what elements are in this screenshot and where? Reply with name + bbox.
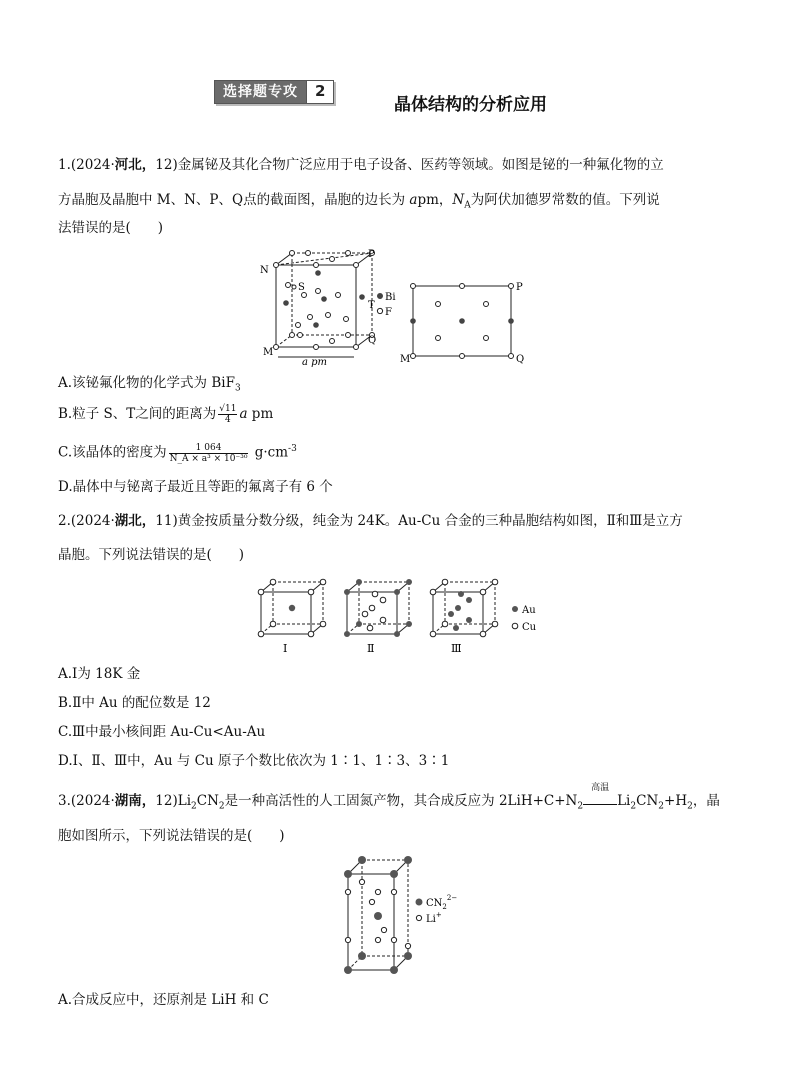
q2-line-2: 晶胞。下列说法错误的是( ) <box>58 547 245 563</box>
q1-option-a: A.该铋氟化物的化学式为 BiF$_3$ <box>58 375 241 394</box>
q2-option-d: D.Ⅰ、Ⅱ、Ⅲ中，Au 与 Cu 原子个数比依次为 1∶1、1∶3、3∶1 <box>58 753 450 769</box>
q2-cells-figure <box>255 578 555 658</box>
fig-label-I: Ⅰ <box>283 642 288 655</box>
q1-option-b: B.粒子 S、T之间的距离为 $\frac{√11}{4}$ a pm <box>58 404 274 425</box>
fig-label-Q: Q <box>368 335 377 346</box>
q3-cell-figure <box>338 852 478 982</box>
fig-label-N: N <box>260 265 269 276</box>
q1-section-figure <box>396 278 536 366</box>
legend-Li: Li+ <box>426 911 442 925</box>
fig-label-III: Ⅲ <box>451 642 462 655</box>
q3-line-2: 胞如图所示，下列说法错误的是( ) <box>58 828 285 844</box>
q1-option-c: C.该晶体的密度为 $\frac{1 064}{\text{N\_A × a³ × 10⁻³⁰}}$ $g\cdot cm^{-3}$ <box>58 442 297 464</box>
q2-option-a: A.Ⅰ为 18K 金 <box>58 666 141 682</box>
legend-Au: Au <box>522 605 536 616</box>
page-title: 晶体结构的分析应用 <box>394 95 547 115</box>
fig-label-S: S <box>298 282 305 293</box>
q3-line-1: 3.(2024·湖南，$12)Li_2CN_2$是一种高活性的人工固氮产物，其合成反应为 $2LiH+C+N_2$ 高温 $Li_2CN_2+H_2$，晶 <box>58 783 720 812</box>
section-badge-number: 2 <box>306 81 333 103</box>
q2-option-b: B.Ⅱ中 Au 的配位数是 12 <box>58 695 211 711</box>
q1-option-d: D.晶体中与铋离子最近且等距的氟离子有 6 个 <box>58 479 333 495</box>
legend-CN2: $CN_2^{2-}$ <box>426 894 458 911</box>
legend-Bi: Bi <box>385 292 396 303</box>
legend-F: F <box>385 307 392 318</box>
legend-Cu: Cu <box>522 622 537 633</box>
fig-label-apm: a pm <box>302 357 328 368</box>
section-badge <box>214 80 334 104</box>
section-badge-label: 选择题专攻 <box>215 81 306 103</box>
q1-line-2: 方晶胞及晶胞中 M、N、P、Q点的截面图，晶胞的边长为 apm，$N_A$为阿伏加德罗常数的值。下列说 <box>58 192 660 211</box>
fig-label-P: P <box>368 249 375 260</box>
q3-option-a: A.合成反应中，还原剂是 LiH 和 C <box>58 992 269 1008</box>
fig2-label-P: P <box>516 282 523 293</box>
fig-label-II: Ⅱ <box>367 642 375 655</box>
q2-option-c: C.Ⅲ中最小核间距 Au-Cu<Au-Au <box>58 724 266 740</box>
fig-label-M: M <box>263 347 274 358</box>
q1-line-3: 法错误的是( ) <box>58 220 164 236</box>
q1-line-1: 1.(2024·河北，12)金属铋及其化合物广泛应用于电子设备、医药等领域。如图是铋的一种氟化物的立 <box>58 157 664 173</box>
q2-line-1: 2.(2024·湖北，11)黄金按质量分数分级，纯金为 24K。Au-Cu 合金的三种晶胞结构如图，Ⅱ和Ⅲ是立方 <box>58 513 683 529</box>
fig2-label-Q: Q <box>516 354 525 365</box>
fig2-label-M: M <box>400 354 411 365</box>
fig-label-T: T <box>368 300 375 311</box>
